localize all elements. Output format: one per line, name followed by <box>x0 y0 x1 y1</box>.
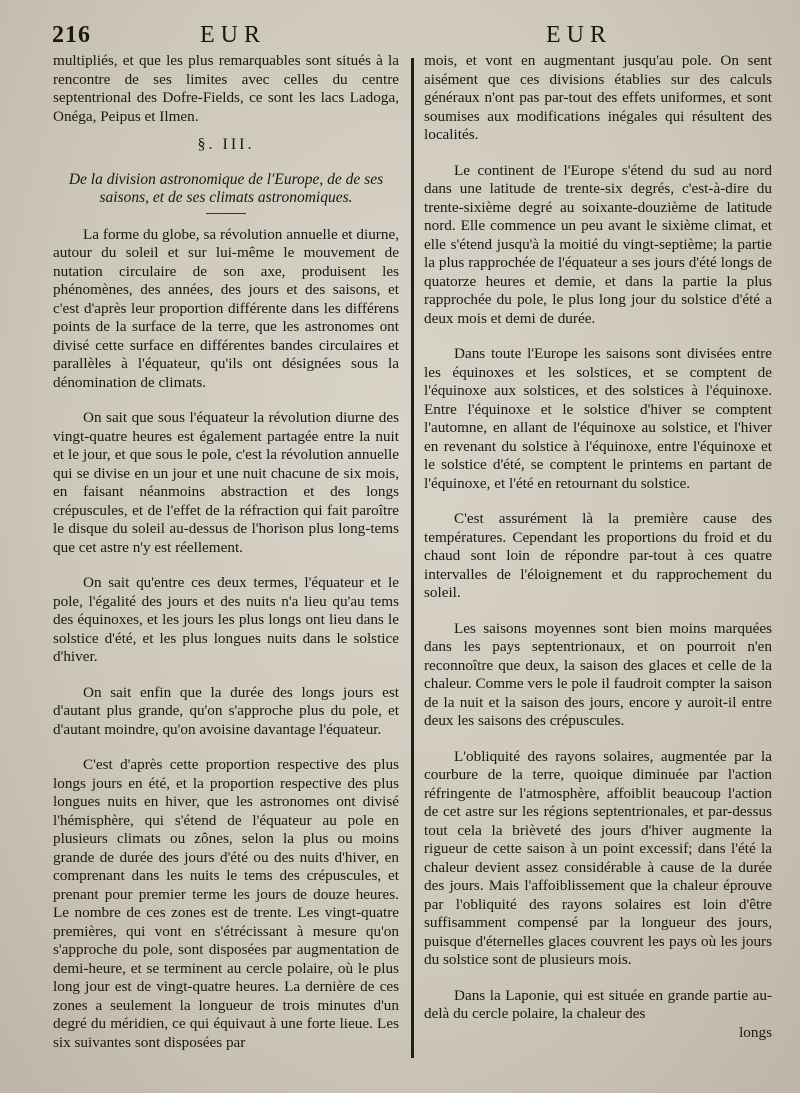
paragraph: Dans toute l'Europe les saisons sont divisées entre les équinoxes et les solstices, et se comptent de l'équinoxe aux solstices, et des solstices à l'équinoxe. Entre l'équinoxe et le solstice d'hiver se comptent l'automne, en allant de l'équinoxe au solstice, et l'hiver en revenant du solstice à l'équinoxe, entre l'équinoxe et le solstice d'été, se comptent le printems en partant de l'équinoxe, et l'été en retournant du solstice. <box>424 345 772 492</box>
page-number: 216 <box>52 22 91 48</box>
paragraph: C'est assurément là la première cause des températures. Cependant les proportions du froid et du chaud sont loin de répondre par-tout à ces quatre intervalles de l'éloignement et du rapprochement du soleil. <box>424 510 772 601</box>
section-subtitle: De la division astronomique de l'Europe, de de ses saisons, et de ses climats astronomiques. <box>68 170 384 206</box>
paragraph: On sait enfin que la durée des longs jours est d'autant plus grande, qu'on s'approche plus du pole, et d'autant moindre, qu'on avoisine davantage l'équateur. <box>53 683 399 738</box>
paragraph: L'obliquité des rayons solaires, augmentée par la courbure de la terre, quoique diminuée par l'action réfringente de l'atmosphère, affoiblit beaucoup l'action de cet astre sur les régions septentrionales, et par-dessus tout cela la brièveté des jours d'hiver augmente la rigueur de cette saison à un point excessif; dans l'été la chaleur devient assez considérable à cause de la durée des jours. Mais l'affoiblissement que la chaleur éprouve par l'obliquité des rayons solaires est loin d'être suffisamment compensé par la longueur des jours, puisque d'éternelles glaces couvrent les pays où les jours du solstice sont de plusieurs mois. <box>424 747 772 968</box>
paragraph: C'est d'après cette proportion respective des plus longs jours en été, et la proportion respective des plus longues nuits en hiver, que les astronomes ont divisé l'hémisphère, qui s'étend de l'équateur au pole en plusieurs climats ou zônes, selon la plus ou moins grande de durée des jours d'été ou des nuits d'hiver, en comprenant dans les nuits le tems des crépuscules, et prenant pour premier terme les jours de douze heures. Le nombre de ces zones est de trente. Les vingt-quatre premières, qui vont en s'étrécissant à mesure qu'on s'approche du pole, sont disposées par augmentation de demi-heure, et se terminent au cercle polaire, où le plus long jour est de vingt-quatre heures. La dernière de ces zones a seulement la longueur de trois minutes d'un degré du méridien, ce qui équivaut à une forte lieue. Les six suivantes sont disposées par <box>53 756 399 1051</box>
left-column <box>53 52 399 1052</box>
subtitle-rule <box>206 213 246 214</box>
right-column <box>424 52 772 1042</box>
paragraph: Les saisons moyennes sont bien moins marquées dans les pays septentrionaux, et on pourroit n'en reconnoître que deux, la saison des glaces et celle de la chaleur. Comme vers le pole il faudroit compter la saison de la nuit et la saison des jours, encore y auroit-il entre deux les saisons des crépuscules. <box>424 619 772 729</box>
paragraph: mois, et vont en augmentant jusqu'au pole. On sent aisément que ces divisions établies sur des calculs généraux n'ont pas par-tout des effets uniformes, et sont soumises aux modifications inégales qui résultent des localités. <box>424 52 772 143</box>
paragraph: multipliés, et que les plus remarquables sont situés à la rencontre de ses limites avec celles du centre septentrional des Dofre-Fields, ce sont les lacs Ladoga, Onéga, Peipus et Ilmen. <box>53 52 399 125</box>
paragraph: La forme du globe, sa révolution annuelle et diurne, autour du soleil et sur lui-même le mouvement de nutation circulaire de son axe, produisent les phénomènes, des années, des jours et des saisons, et c'est d'après leur proportion différente dans les différens points de la surface de la terre, que les astronomes ont divisé cette surface en différentes bandes circulaires et parallèles à l'équateur, qu'ils ont désignées sous la dénomination de climats. <box>53 225 399 391</box>
paragraph: On sait que sous l'équateur la révolution diurne des vingt-quatre heures est également partagée entre la nuit et le jour, et que sous le pole, c'est la révolution annuelle qui se divise en un jour et une nuit chacune de six mois, en faisant néanmoins abstraction et des longs crépuscules, et de l'effet de la réfraction qui fait paroître le disque du soleil au-dessus de l'horison plus long-tems que cet astre n'y est réellement. <box>53 409 399 556</box>
catchword: longs <box>739 1023 772 1041</box>
running-head-right: EUR <box>546 22 612 48</box>
paragraph: On sait qu'entre ces deux termes, l'équateur et le pole, l'égalité des jours et des nuits n'a lieu qu'au tems des équinoxes, et les jours les plus longs ont lieu dans le solstice d'été, et les plus longues nuits dans le solstice d'hiver. <box>53 574 399 665</box>
page-header <box>0 22 800 52</box>
paragraph: Dans la Laponie, qui est située en grande partie au-delà du cercle polaire, la chaleur des <box>424 986 772 1022</box>
section-heading: §. III. <box>197 136 255 153</box>
paragraph: Le continent de l'Europe s'étend du sud au nord dans une latitude de trente-six degrés, c'est-à-dire du trente-sixième degré au soixante-douzième de latitude nord. Elle commence un peu avant le sixième climat, et elle s'étend jusqu'à la moitié du vingt-septième; la partie la plus rapprochée de l'équateur a ses jours d'été longs de quatorze heures et demie, et dans la partie la plus rapprochée du pole, le plus long jour du solstice d'été a deux mois et demi de durée. <box>424 161 772 327</box>
running-head-left: EUR <box>200 22 266 48</box>
column-divider <box>411 58 414 1058</box>
